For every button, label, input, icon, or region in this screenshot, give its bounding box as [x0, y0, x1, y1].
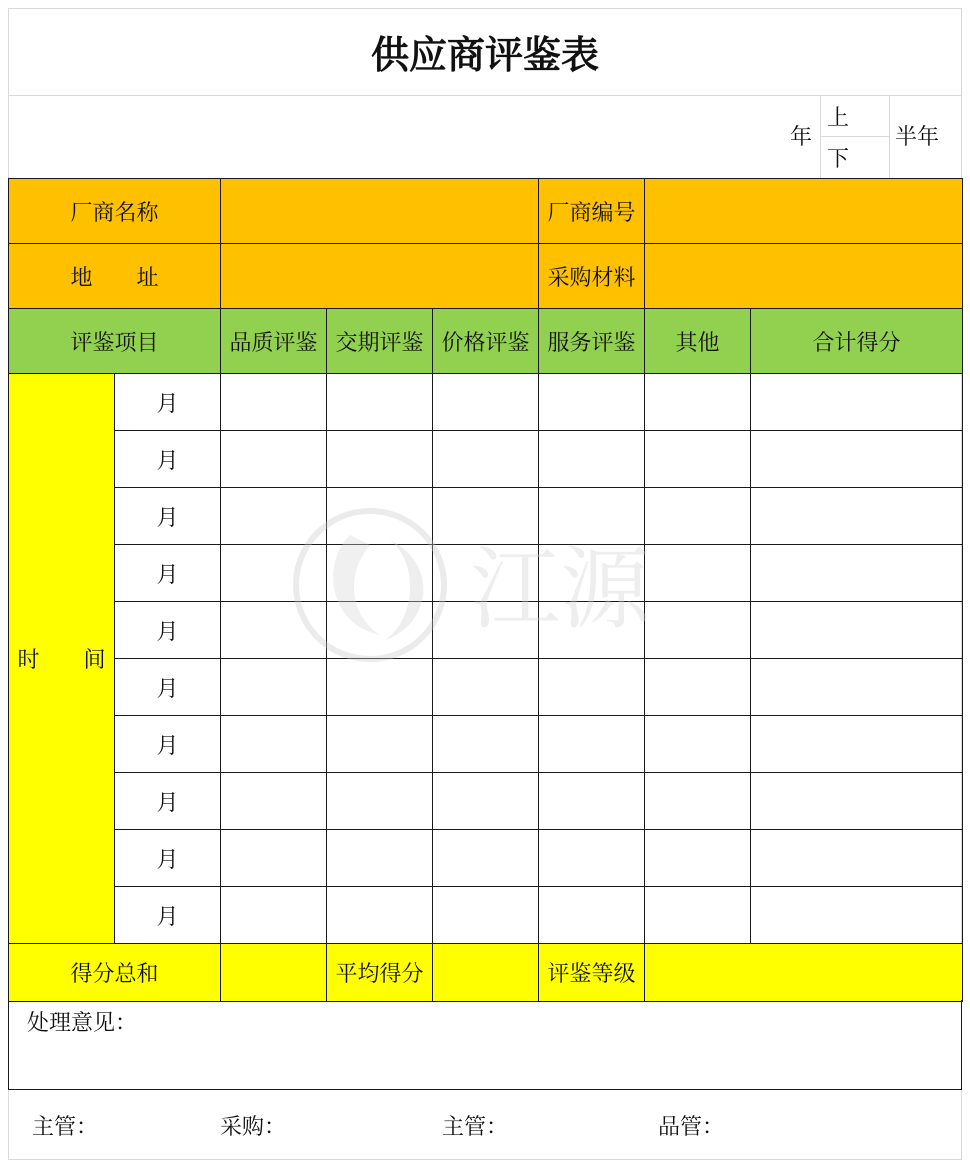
score-cell[interactable]	[433, 830, 539, 887]
month-label: 月	[115, 887, 221, 944]
score-cell[interactable]	[221, 773, 327, 830]
score-cell[interactable]	[221, 659, 327, 716]
score-cell[interactable]	[539, 716, 645, 773]
upper-half-option[interactable]: 上	[821, 96, 889, 137]
score-cell[interactable]	[539, 431, 645, 488]
supervisor-signature-label: 主管：	[32, 1115, 99, 1140]
grade-field[interactable]	[645, 944, 963, 1002]
total-cell[interactable]	[751, 602, 963, 659]
watermark-logo	[290, 505, 690, 665]
score-sum-label: 得分总和	[9, 944, 221, 1002]
month-label: 月	[115, 488, 221, 545]
time-label: 时 间	[9, 374, 115, 944]
total-cell[interactable]	[751, 659, 963, 716]
purchasing-signature-label: 采购：	[220, 1115, 287, 1140]
score-cell[interactable]	[433, 374, 539, 431]
score-cell[interactable]	[645, 431, 751, 488]
score-cell[interactable]	[221, 431, 327, 488]
average-score-field[interactable]	[433, 944, 539, 1002]
month-label: 月	[115, 374, 221, 431]
score-cell[interactable]	[433, 659, 539, 716]
total-cell[interactable]	[751, 545, 963, 602]
score-cell[interactable]	[433, 431, 539, 488]
half-selector	[820, 96, 890, 178]
address-label: 地 址	[9, 244, 221, 309]
header-price: 价格评鉴	[433, 309, 539, 374]
score-cell[interactable]	[539, 887, 645, 944]
remarks-label: 处理意见：	[27, 1011, 138, 1036]
header-delivery: 交期评鉴	[327, 309, 433, 374]
score-sum-field[interactable]	[221, 944, 327, 1002]
month-label: 月	[115, 431, 221, 488]
vendor-no-field[interactable]	[645, 179, 963, 244]
score-cell[interactable]	[327, 374, 433, 431]
score-cell[interactable]	[221, 374, 327, 431]
score-cell[interactable]	[433, 773, 539, 830]
score-cell[interactable]	[539, 374, 645, 431]
svg-text:江源: 江源	[470, 537, 650, 642]
month-label: 月	[115, 659, 221, 716]
header-quality: 品质评鉴	[221, 309, 327, 374]
month-label: 月	[115, 830, 221, 887]
month-label: 月	[115, 602, 221, 659]
header-other: 其他	[645, 309, 751, 374]
score-cell[interactable]	[645, 887, 751, 944]
vendor-name-field[interactable]	[221, 179, 539, 244]
score-cell[interactable]	[327, 716, 433, 773]
form-title: 供应商评鉴表	[8, 8, 962, 96]
month-label: 月	[115, 716, 221, 773]
qc-signature-label: 品管：	[658, 1115, 725, 1140]
year-label: 年	[790, 125, 813, 150]
vendor-no-label: 厂商编号	[539, 179, 645, 244]
month-label: 月	[115, 545, 221, 602]
address-field[interactable]	[221, 244, 539, 309]
total-cell[interactable]	[751, 773, 963, 830]
total-cell[interactable]	[751, 374, 963, 431]
score-cell[interactable]	[221, 830, 327, 887]
score-cell[interactable]	[327, 830, 433, 887]
score-cell[interactable]	[645, 830, 751, 887]
lower-half-option[interactable]: 下	[827, 147, 850, 172]
remarks-box[interactable]	[8, 1000, 962, 1090]
score-cell[interactable]	[327, 773, 433, 830]
score-cell[interactable]	[539, 830, 645, 887]
score-cell[interactable]	[539, 773, 645, 830]
material-field[interactable]	[645, 244, 963, 309]
score-cell[interactable]	[433, 716, 539, 773]
vendor-name-label: 厂商名称	[9, 179, 221, 244]
header-item: 评鉴项目	[9, 309, 221, 374]
score-cell[interactable]	[327, 887, 433, 944]
total-cell[interactable]	[751, 488, 963, 545]
score-cell[interactable]	[221, 716, 327, 773]
supervisor2-signature-label: 主管：	[442, 1115, 509, 1140]
header-total: 合计得分	[751, 309, 963, 374]
score-cell[interactable]	[645, 659, 751, 716]
total-cell[interactable]	[751, 431, 963, 488]
month-label: 月	[115, 773, 221, 830]
score-cell[interactable]	[221, 887, 327, 944]
total-cell[interactable]	[751, 716, 963, 773]
score-cell[interactable]	[433, 887, 539, 944]
material-label: 采购材料	[539, 244, 645, 309]
total-cell[interactable]	[751, 887, 963, 944]
half-year-label: 半年	[895, 125, 940, 150]
score-cell[interactable]	[539, 659, 645, 716]
score-cell[interactable]	[327, 431, 433, 488]
average-score-label: 平均得分	[327, 944, 433, 1002]
grade-label: 评鉴等级	[539, 944, 645, 1002]
score-cell[interactable]	[645, 716, 751, 773]
header-service: 服务评鉴	[539, 309, 645, 374]
score-cell[interactable]	[645, 773, 751, 830]
total-cell[interactable]	[751, 830, 963, 887]
score-cell[interactable]	[645, 374, 751, 431]
score-cell[interactable]	[327, 659, 433, 716]
